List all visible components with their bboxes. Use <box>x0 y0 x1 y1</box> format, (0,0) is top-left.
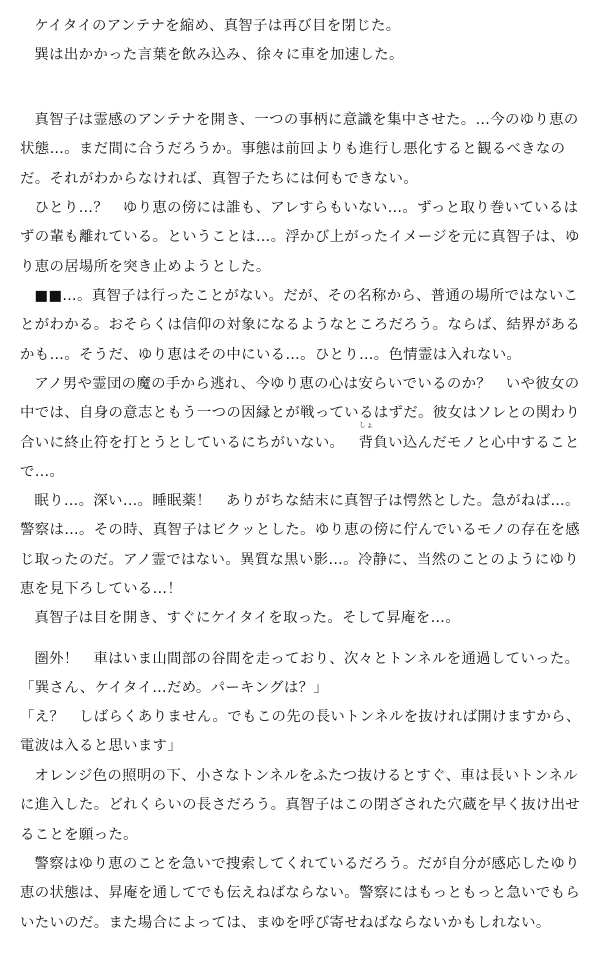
ruby-reading: しょ <box>358 420 374 429</box>
paragraph-9: 圏外！ 車はいま山間部の谷間を走っており、次々とトンネルを通過していった。 <box>34 651 580 667</box>
paragraph-5: ■■…。真智子は行ったことがない。だが、その名称から、普通の場所ではないことがわかる。おそらくは信仰の対象になるようなところだろう。ならば、結界があるかも…。そうだ、ゆり恵はその中にいる…。ひとり…。色情霊は入れない。 <box>20 288 581 363</box>
paragraph-6-text: アノ男や霊団の魔の手から逃れ、今ゆり恵の心は安らいでいるのか？ いや彼女の中では、自身の意志ともう一つの因縁とが戦っているはずだ。彼女はソレとの関わり合いに終止符を打とうとしているにちがいない。 <box>20 376 581 451</box>
paragraph-6 <box>20 370 592 487</box>
paragraph-8: 真智子は目を開き、すぐにケイタイを取った。そして昇庵を…。 <box>34 610 460 626</box>
dialog-line-2: 「え？ しばらくありません。でもこの先の長いトンネルを抜ければ開けますから、電波は入ると思います」 <box>20 709 581 755</box>
paragraph-10: オレンジ色の照明の下、小さなトンネルをふたつ抜けるとすぐ、車は長いトンネルに進入した。どれくらいの長さだろう。真智子はこの閉ざされた穴蔵を早く抜け出せることを願った。 <box>20 768 581 843</box>
ruby-word <box>344 420 389 458</box>
paragraph-11: 警察はゆり恵のことを急いで捜索してくれているだろう。だが自分が感応したゆり恵の状態は、昇庵を通してでも伝えねばならない。警察にはもっともっと急いでもらいたいのだ。また場合によっては、まゆを呼び寄せねばならないかもしれない。 <box>20 856 581 931</box>
paragraph-3: 真智子は霊感のアンテナを開き、一つの事柄に意識を集中させた。…今のゆり恵の状態…。まだ間に合うだろうか。事態は前回よりも進行し悪化すると観るべきなのだ。それがわからなければ、真智子たちには何もできない。 <box>20 112 579 187</box>
dialog-line-1: 「巽さん、ケイタイ…だめ。パーキングは？」 <box>20 680 329 696</box>
paragraph-7: 眠り…。深い…。睡眠薬！ ありがちな結末に真智子は愕然とした。急がねば…。警察は…。その時、真智子はビクッとした。ゆり恵の傍に佇んでいるモノの存在を感じ取ったのだ。アノ霊ではない。異質な黒い影…。冷静に、当然のことのようにゆり恵を見下ろしている…！ <box>20 493 581 597</box>
paragraph-4: ひとり…？ ゆり恵の傍には誰も、アレすらもいない…。ずっと取り巻いているはずの輩も離れている。ということは…。浮かび上がったイメージを元に真智子は、ゆり恵の居場所を突き止めようとした。 <box>20 200 580 275</box>
paragraph-6-tail: い込んだモノと心中することで…。 <box>20 434 580 480</box>
paragraph-1: ケイタイのアンテナを縮め、真智子は再び目を閉じた。 <box>34 18 401 34</box>
ruby-base: 背負 <box>358 434 389 451</box>
paragraph-2: 巽は出かかった言葉を飲み込み、徐々に車を加速した。 <box>34 47 404 63</box>
